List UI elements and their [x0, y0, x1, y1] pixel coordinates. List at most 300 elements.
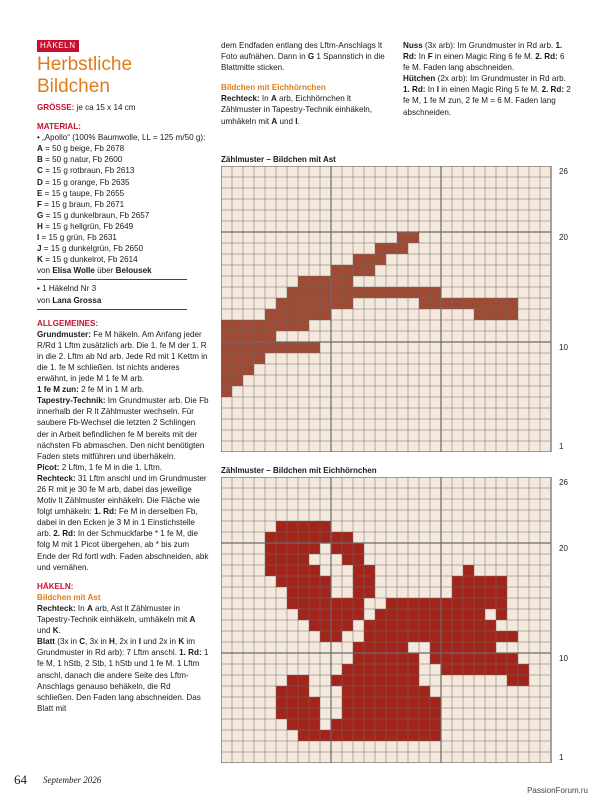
chart-cell [408, 686, 419, 697]
chart-cell [309, 276, 320, 287]
chart-cell [463, 298, 474, 309]
chart-cell [452, 576, 463, 587]
chart-cell [419, 609, 430, 620]
chart-cell [353, 543, 364, 554]
chart-cell [353, 587, 364, 598]
chart-cell [331, 298, 342, 309]
chart-cell [441, 620, 452, 631]
chart-cell [375, 664, 386, 675]
chart-cell [309, 521, 320, 532]
branch-chart-title: Zählmuster – Bildchen mit Ast [221, 155, 336, 164]
chart-cell [496, 587, 507, 598]
chart-cell [408, 598, 419, 609]
chart-cell [408, 664, 419, 675]
section-tag: HÄKELN [37, 40, 79, 52]
color-desc: = 50 g beige, Fb 2678 [42, 144, 125, 154]
chart-cell [496, 653, 507, 664]
color-key: B [37, 155, 43, 165]
chart-cell [276, 298, 287, 309]
chart-cell [485, 664, 496, 675]
hook-line: • 1 Häkelnd Nr 3 [37, 284, 97, 294]
chart-cell [353, 675, 364, 686]
chart-cell [408, 620, 419, 631]
row-label: 26 [559, 167, 568, 176]
chart-cell [397, 664, 408, 675]
chart-cell [331, 598, 342, 609]
chart-cell [342, 598, 353, 609]
chart-cell [430, 287, 441, 298]
chart-cell [397, 598, 408, 609]
squirrel-heading: Bildchen mit Eichhörnchen [221, 83, 326, 93]
chart-cell [287, 287, 298, 298]
material-heading: MATERIAL: [37, 122, 81, 132]
chart-cell [298, 298, 309, 309]
chart-cell [507, 675, 518, 686]
color-desc: = 15 g braun, Fb 2671 [41, 199, 125, 209]
chart-cell [298, 543, 309, 554]
chart-cell [276, 342, 287, 353]
chart-cell [298, 554, 309, 565]
chart-cell [441, 631, 452, 642]
chart-cell [353, 664, 364, 675]
chart-cell [364, 686, 375, 697]
chart-cell [298, 287, 309, 298]
chart-cell [254, 320, 265, 331]
chart-cell [276, 320, 287, 331]
chart-cell [232, 364, 243, 375]
color-desc: = 15 g taupe, Fb 2655 [42, 188, 125, 198]
chart-cell [331, 543, 342, 554]
color-key: H [37, 221, 43, 231]
chart-cell [298, 675, 309, 686]
chart-cell [309, 598, 320, 609]
chart-cell [507, 653, 518, 664]
chart-cell [287, 320, 298, 331]
column-middle [221, 40, 391, 127]
chart-cell [276, 697, 287, 708]
chart-cell [463, 587, 474, 598]
chart-cell [298, 532, 309, 543]
chart-cell [287, 565, 298, 576]
chart-cell [441, 653, 452, 664]
chart-cell [287, 521, 298, 532]
chart-cell [221, 320, 232, 331]
chart-cell [518, 675, 529, 686]
chart-cell [353, 565, 364, 576]
chart-cell [375, 642, 386, 653]
chart-cell [507, 664, 518, 675]
color-item [37, 232, 209, 243]
chart-cell [276, 521, 287, 532]
chart-cell [320, 576, 331, 587]
chart-cell [375, 287, 386, 298]
chart-cell [298, 309, 309, 320]
chart-cell [342, 675, 353, 686]
chart-cell [386, 609, 397, 620]
chart-cell [232, 342, 243, 353]
chart-cell [364, 631, 375, 642]
chart-cell [342, 298, 353, 309]
chart-cell [452, 653, 463, 664]
chart-cell [265, 532, 276, 543]
chart-cell [485, 620, 496, 631]
chart-cell [430, 708, 441, 719]
chart-cell [276, 532, 287, 543]
chart-cell [419, 697, 430, 708]
chart-cell [463, 565, 474, 576]
chart-cell [364, 675, 375, 686]
chart-cell [397, 642, 408, 653]
chart-cell [331, 730, 342, 741]
chart-cell [331, 287, 342, 298]
color-item [37, 199, 209, 210]
chart-cell [353, 730, 364, 741]
picot-text: Picot: 2 Lftm, 1 fe M in die 1. Lftm. [37, 462, 163, 472]
chart-cell [287, 532, 298, 543]
chart-cell [419, 719, 430, 730]
chart-cell [408, 708, 419, 719]
size-paragraph [37, 102, 209, 113]
chart-cell [375, 609, 386, 620]
chart-cell [254, 331, 265, 342]
chart-cell [342, 265, 353, 276]
chart-cell [364, 265, 375, 276]
brand-name: Elisa Wolle [52, 266, 95, 276]
chart-cell [496, 631, 507, 642]
chart-cell [342, 664, 353, 675]
chart-cell [375, 254, 386, 265]
chart-cell [287, 576, 298, 587]
chart-cell [364, 642, 375, 653]
chart-cell [397, 708, 408, 719]
chart-cell [320, 620, 331, 631]
color-item [37, 177, 209, 188]
chart-cell [353, 287, 364, 298]
chart-cell [353, 708, 364, 719]
chart-cell [364, 565, 375, 576]
color-item [37, 188, 209, 199]
chart-cell [463, 609, 474, 620]
chart-cell [397, 697, 408, 708]
chart-cell [342, 620, 353, 631]
chart-cell [430, 719, 441, 730]
chart-cell [287, 342, 298, 353]
chart-cell [320, 631, 331, 642]
chart-cell [364, 697, 375, 708]
chart-cell [320, 609, 331, 620]
chart-cell [419, 287, 430, 298]
color-key: G [37, 210, 44, 220]
chart-cell [408, 232, 419, 243]
chart-cell [364, 620, 375, 631]
chart-cell [331, 675, 342, 686]
color-desc: = 50 g natur, Fb 2600 [42, 155, 123, 165]
chart-cell [276, 565, 287, 576]
chart-cell [254, 342, 265, 353]
chart-cell [452, 609, 463, 620]
chart-cell [474, 664, 485, 675]
chart-cell [353, 254, 364, 265]
color-list [37, 143, 209, 265]
chart-cell [298, 276, 309, 287]
chart-cell [298, 521, 309, 532]
chart-cell [507, 631, 518, 642]
leaf-text: Blatt (3x in C, 3x in H, 2x in I und 2x in K im Grundmuster in Rd arb): 7 Lftm anschl. 1. Rd: 1 fe M, 1 hStb, 2 Stb, 1 hStb und 1 fe M. 1 Lftm anschl, danach die andere Seite des Lftm-Anschlags genauso behäkeln, die Rd schließen. Den Faden lang abschneiden. Das Blatt mit [37, 637, 209, 713]
chart-cell [298, 708, 309, 719]
chart-cell [287, 598, 298, 609]
chart-cell [331, 609, 342, 620]
yarn-source: von Elisa Wolle über Belousek [37, 266, 152, 276]
cap-text: Hütchen (2x arb): Im Grundmuster in Rd arb. 1. Rd: In I in einen Magic Ring 5 fe M. 2. Rd: 2 fe M, 1 fe M zun, 2 fe M = 6 M. Faden lang abschneiden. [403, 74, 571, 117]
chart-cell [441, 664, 452, 675]
chart-cell [430, 631, 441, 642]
row-label: 10 [559, 654, 568, 663]
chart-cell [441, 642, 452, 653]
chart-cell [287, 554, 298, 565]
chart-cell [408, 631, 419, 642]
chart-cell [342, 276, 353, 287]
chart-cell [386, 620, 397, 631]
chart-cell [408, 675, 419, 686]
color-key: D [37, 177, 43, 187]
color-desc: = 15 g dunkelbraun, Fb 2657 [43, 210, 150, 220]
chart-cell [309, 309, 320, 320]
color-item [37, 143, 209, 154]
chart-cell [474, 587, 485, 598]
chart-cell [375, 730, 386, 741]
color-desc: = 15 g grün, Fb 2631 [39, 233, 117, 243]
color-desc: = 15 g hellgrün, Fb 2649 [42, 221, 134, 231]
chart-cell [375, 708, 386, 719]
chart-cell [452, 620, 463, 631]
page-title: Herbstliche Bildchen [37, 54, 133, 97]
squirrel-chart-title: Zählmuster – Bildchen mit Eichhörnchen [221, 466, 377, 475]
color-item [37, 243, 209, 254]
chart-cell [507, 309, 518, 320]
chart-cell [485, 587, 496, 598]
chart-cell [419, 730, 430, 741]
chart-cell [265, 309, 276, 320]
chart-cell [463, 664, 474, 675]
chart-cell [430, 653, 441, 664]
chart-cell [386, 686, 397, 697]
chart-cell [452, 642, 463, 653]
chart-cell [441, 298, 452, 309]
chart-cell [386, 730, 397, 741]
chart-cell [309, 730, 320, 741]
chart-cell [309, 587, 320, 598]
chart-cell [474, 298, 485, 309]
chart-cell [353, 642, 364, 653]
chart-cell [342, 697, 353, 708]
chart-cell [309, 565, 320, 576]
chart-cell [254, 353, 265, 364]
color-item [37, 221, 209, 232]
increase-text: 1 fe M zun: 2 fe M in 1 M arb. [37, 385, 145, 395]
chart-cell [463, 631, 474, 642]
chart-cell [452, 298, 463, 309]
chart-cell [276, 309, 287, 320]
chart-cell [320, 532, 331, 543]
tapestry-text: Tapestry-Technik: Im Grundmuster arb. Die Fb innerhalb der R lt Zählmuster wechseln. Für saubere Fb-Wechsel die letzten 2 Schlingen der in Arbeit befindlichen fe M bereits mit der nächsten Fb abmaschen. Den nicht benötigten Faden stets mitführen und überhäkeln. [37, 396, 209, 461]
chart-cell [287, 543, 298, 554]
row-label: 1 [559, 753, 564, 762]
chart-cell [342, 532, 353, 543]
chart-cell [386, 631, 397, 642]
chart-cell [232, 320, 243, 331]
chart-cell [265, 554, 276, 565]
chart-cell [397, 232, 408, 243]
chart-cell [430, 598, 441, 609]
chart-cell [441, 609, 452, 620]
chart-cell [496, 309, 507, 320]
chart-cell [221, 364, 232, 375]
rectangle-text: Rechteck: 31 Lftm anschl und im Grundmuster 26 R mit je 30 fe M arb, dabei das jeweilige Motiv lt Zählmuster einhäkeln. Die Fläche wie folgt umhäkeln: 1. Rd: Fe M in derselben Fb, dabei in den Ecken je 3 M in 1 Einstichstelle arb. 2. Rd: In der Schmuckfarbe * 1 fe M, die folg M mit 1 Picot übergehen, ab * bis zum Ende der Rd fortl wdh. Faden abschneiden, abk und vernähen. [37, 473, 209, 572]
chart-cell [342, 543, 353, 554]
chart-cell [287, 587, 298, 598]
chart-cell [452, 587, 463, 598]
chart-cell [430, 730, 441, 741]
chart-cell [474, 642, 485, 653]
chart-cell [298, 730, 309, 741]
chart-cell [375, 620, 386, 631]
chart-cell [309, 543, 320, 554]
color-key: F [37, 199, 42, 209]
chart-cell [342, 686, 353, 697]
chart-cell [419, 598, 430, 609]
chart-cell [452, 598, 463, 609]
chart-cell [320, 287, 331, 298]
chart-cell [243, 331, 254, 342]
chart-cell [276, 554, 287, 565]
chart-cell [320, 730, 331, 741]
hook-brand: Lana Grossa [52, 295, 102, 305]
row-label: 20 [559, 544, 568, 553]
color-item [37, 254, 209, 265]
branch-rectangle-text: Rechteck: In A arb, Ast lt Zählmuster in Tapestry-Technik einhäkeln, umhäkeln mit A und K. [37, 603, 196, 636]
chart-cell [386, 719, 397, 730]
color-desc: = 15 g dunkelgrün, Fb 2650 [41, 244, 143, 254]
chart-cell [309, 609, 320, 620]
chart-cell [331, 620, 342, 631]
chart-cell [287, 697, 298, 708]
chart-cell [320, 309, 331, 320]
branch-heading: Bildchen mit Ast [37, 592, 101, 602]
chart-cell [342, 609, 353, 620]
chart-cell [342, 287, 353, 298]
color-desc: = 15 g orange, Fb 2635 [42, 177, 130, 187]
leaf-continued-text: dem Endfaden entlang des Lftm-Anschlags lt Foto aufnähen. Dann in G 1 Spannstich in die Blattmitte sticken. [221, 41, 385, 73]
chart-cell [298, 686, 309, 697]
row-label: 20 [559, 233, 568, 242]
chart-cell [496, 664, 507, 675]
color-item [37, 210, 209, 221]
chart-cell [397, 609, 408, 620]
chart-cell [331, 719, 342, 730]
chart-cell [221, 353, 232, 364]
nut-text: Nuss (3x arb): Im Grundmuster in Rd arb. 1. Rd: In F in einen Magic Ring 6 fe M. 2. Rd: 6 fe M. Faden lang abschneiden. [403, 41, 565, 73]
column-right [403, 40, 573, 118]
chart-cell [430, 298, 441, 309]
chart-cell [232, 331, 243, 342]
chart-cell [243, 364, 254, 375]
chart-cell [221, 342, 232, 353]
chart-cell [397, 686, 408, 697]
chart-cell [364, 730, 375, 741]
chart-cell [375, 719, 386, 730]
chart-cell [375, 686, 386, 697]
chart-cell [298, 587, 309, 598]
chart-cell [452, 664, 463, 675]
chart-cell [474, 609, 485, 620]
row-label: 1 [559, 442, 564, 451]
chart-cell [463, 576, 474, 587]
size-label: GRÖSSE: [37, 103, 75, 112]
chart-cell [342, 730, 353, 741]
chart-cell [375, 675, 386, 686]
page-number: 64 [14, 772, 27, 787]
chart-cell [463, 598, 474, 609]
chart-cell [364, 719, 375, 730]
chart-cell [353, 265, 364, 276]
chart-cell [243, 342, 254, 353]
size-text: je ca 15 x 14 cm [74, 103, 136, 112]
chart-cell [276, 543, 287, 554]
chart-cell [474, 598, 485, 609]
chart-cell [485, 298, 496, 309]
chart-cell [397, 719, 408, 730]
chart-cell [419, 298, 430, 309]
general-text: Grundmuster: Fe M häkeln. Am Anfang jeder R/Rd 1 Lftm zusätzlich arb. Die 1. fe M der 1. R in die 2. Lftm ab Nd arb. Jede Rd mit 1 Kettm in die 1. fe M schließen. Ist nichts anderes erwähnt, in jede M 1 fe M arb. [37, 329, 208, 384]
chart-cell [353, 697, 364, 708]
chart-cell [518, 664, 529, 675]
chart-cell [331, 265, 342, 276]
chart-cell [353, 609, 364, 620]
chart-cell [265, 565, 276, 576]
column-left [37, 40, 209, 714]
branch-chart [221, 166, 591, 452]
chart-cell [386, 287, 397, 298]
chart-cell [408, 719, 419, 730]
chart-cell [507, 298, 518, 309]
chart-cell [386, 697, 397, 708]
chart-cell [298, 609, 309, 620]
chart-cell [331, 276, 342, 287]
color-key: A [37, 144, 43, 154]
chart-cell [386, 653, 397, 664]
chart-cell [265, 331, 276, 342]
chart-cell [474, 653, 485, 664]
chart-cell [331, 631, 342, 642]
chart-cell [419, 686, 430, 697]
chart-cell [485, 642, 496, 653]
chart-cell [265, 543, 276, 554]
squirrel-rectangle-text: Rechteck: In A arb, Eichhörnchen lt Zählmuster in Tapestry-Technik einhäkeln, umhäkeln mit A und I. [221, 94, 373, 126]
chart-cell [342, 554, 353, 565]
chart-cell [386, 664, 397, 675]
chart-cell [287, 675, 298, 686]
chart-cell [320, 587, 331, 598]
chart-cell [386, 598, 397, 609]
chart-cell [408, 697, 419, 708]
chart-cell [221, 375, 232, 386]
chart-cell [397, 631, 408, 642]
chart-cell [419, 631, 430, 642]
chart-cell [386, 675, 397, 686]
chart-cell [386, 642, 397, 653]
chart-cell [298, 576, 309, 587]
chart-cell [320, 598, 331, 609]
